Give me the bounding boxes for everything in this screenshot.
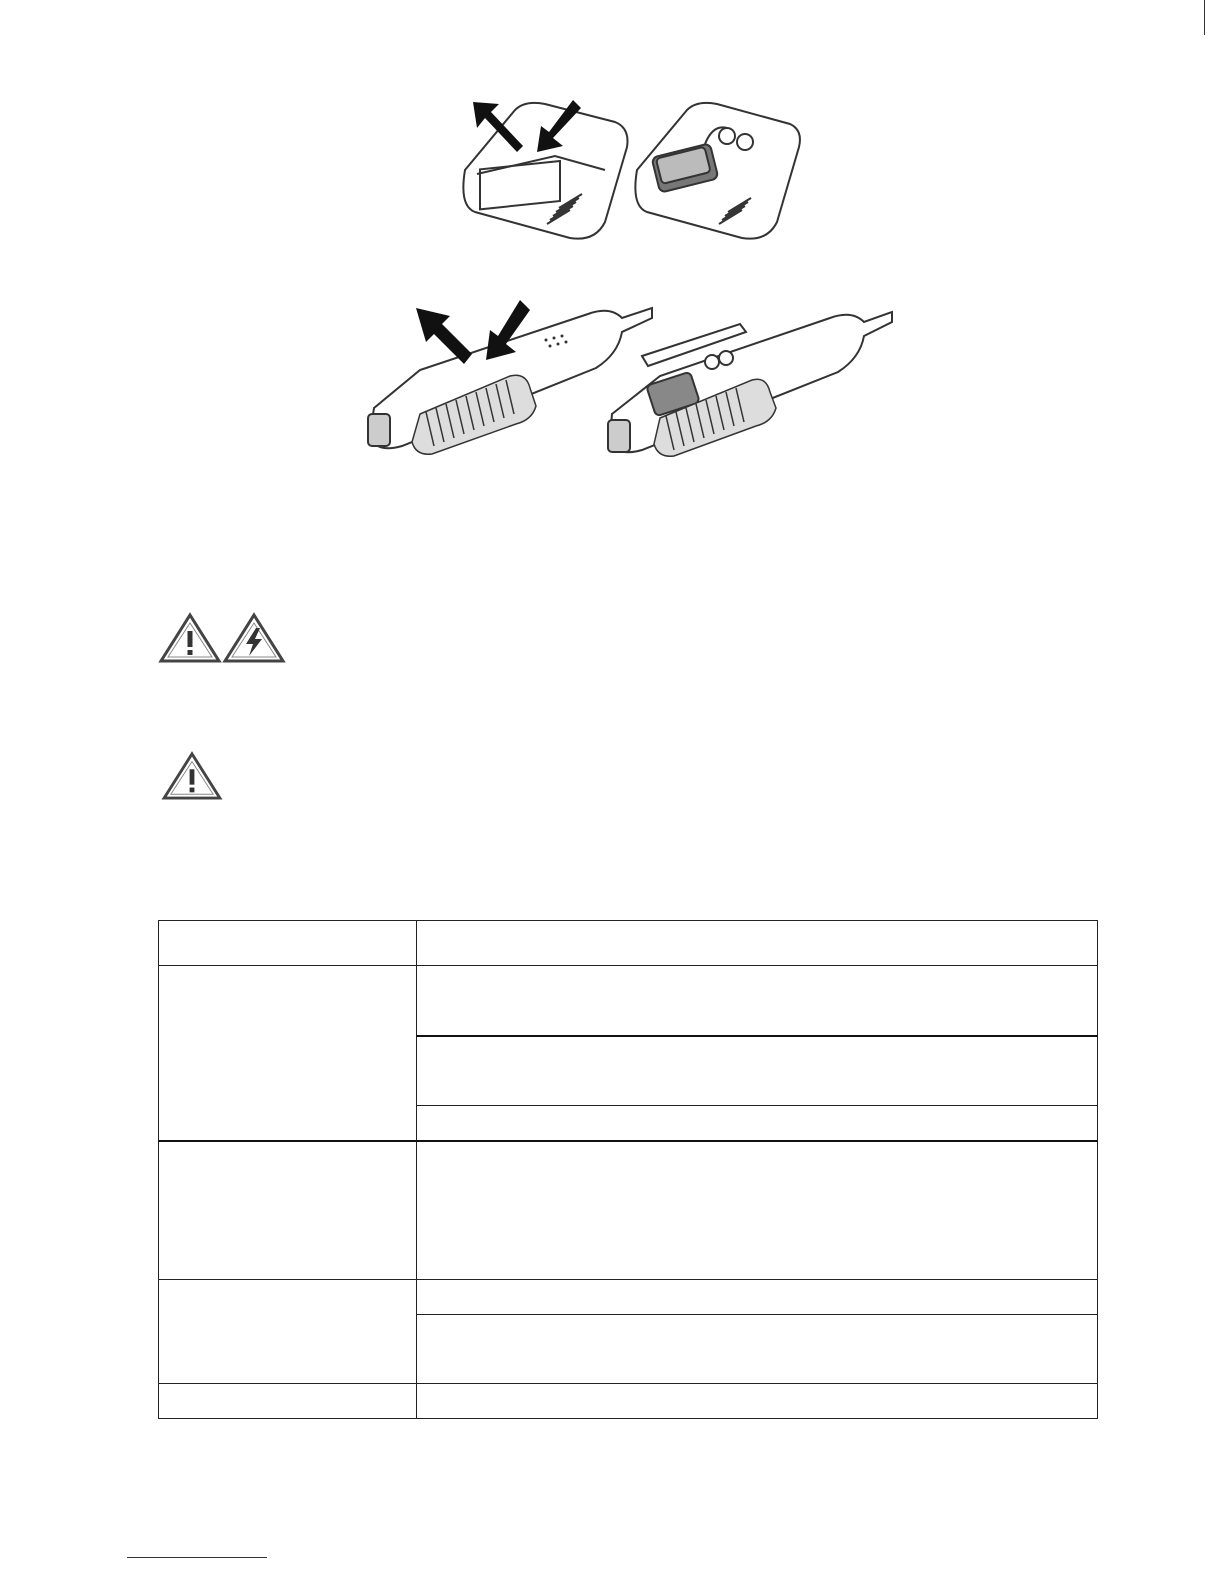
tester-battery-figure: [455, 92, 805, 252]
table-cell: [159, 921, 417, 966]
table-row: [159, 1141, 1098, 1280]
probe-arrow-out-icon: [416, 308, 472, 364]
margin-rule: [1204, 0, 1205, 35]
table-cell: [159, 1280, 417, 1384]
tester-open: [635, 103, 800, 239]
table-cell: [417, 966, 1098, 1036]
tester-closed: [463, 103, 627, 239]
table-row: [159, 966, 1098, 1036]
table-cell: [159, 966, 417, 1141]
table-cell: [417, 1141, 1098, 1280]
table-row: [159, 921, 1098, 966]
table-cell: [417, 1036, 1098, 1106]
footnote-separator: [127, 1557, 267, 1558]
caution-triangle-icon: [158, 612, 222, 664]
high-voltage-icon: [222, 612, 286, 664]
table-cell: [417, 1280, 1098, 1315]
probe-open: [608, 312, 892, 456]
table-cell: [159, 1141, 417, 1280]
table-row: [159, 1280, 1098, 1315]
table-cell: [417, 1106, 1098, 1141]
table-cell: [417, 1384, 1098, 1419]
table-cell: [417, 1315, 1098, 1384]
probe-battery-figure: [360, 296, 895, 461]
table-row: [159, 1384, 1098, 1419]
caution-triangle-icon: [161, 751, 223, 801]
specification-table: [158, 920, 1098, 1419]
table-cell: [159, 1384, 417, 1419]
table-cell: [417, 921, 1098, 966]
